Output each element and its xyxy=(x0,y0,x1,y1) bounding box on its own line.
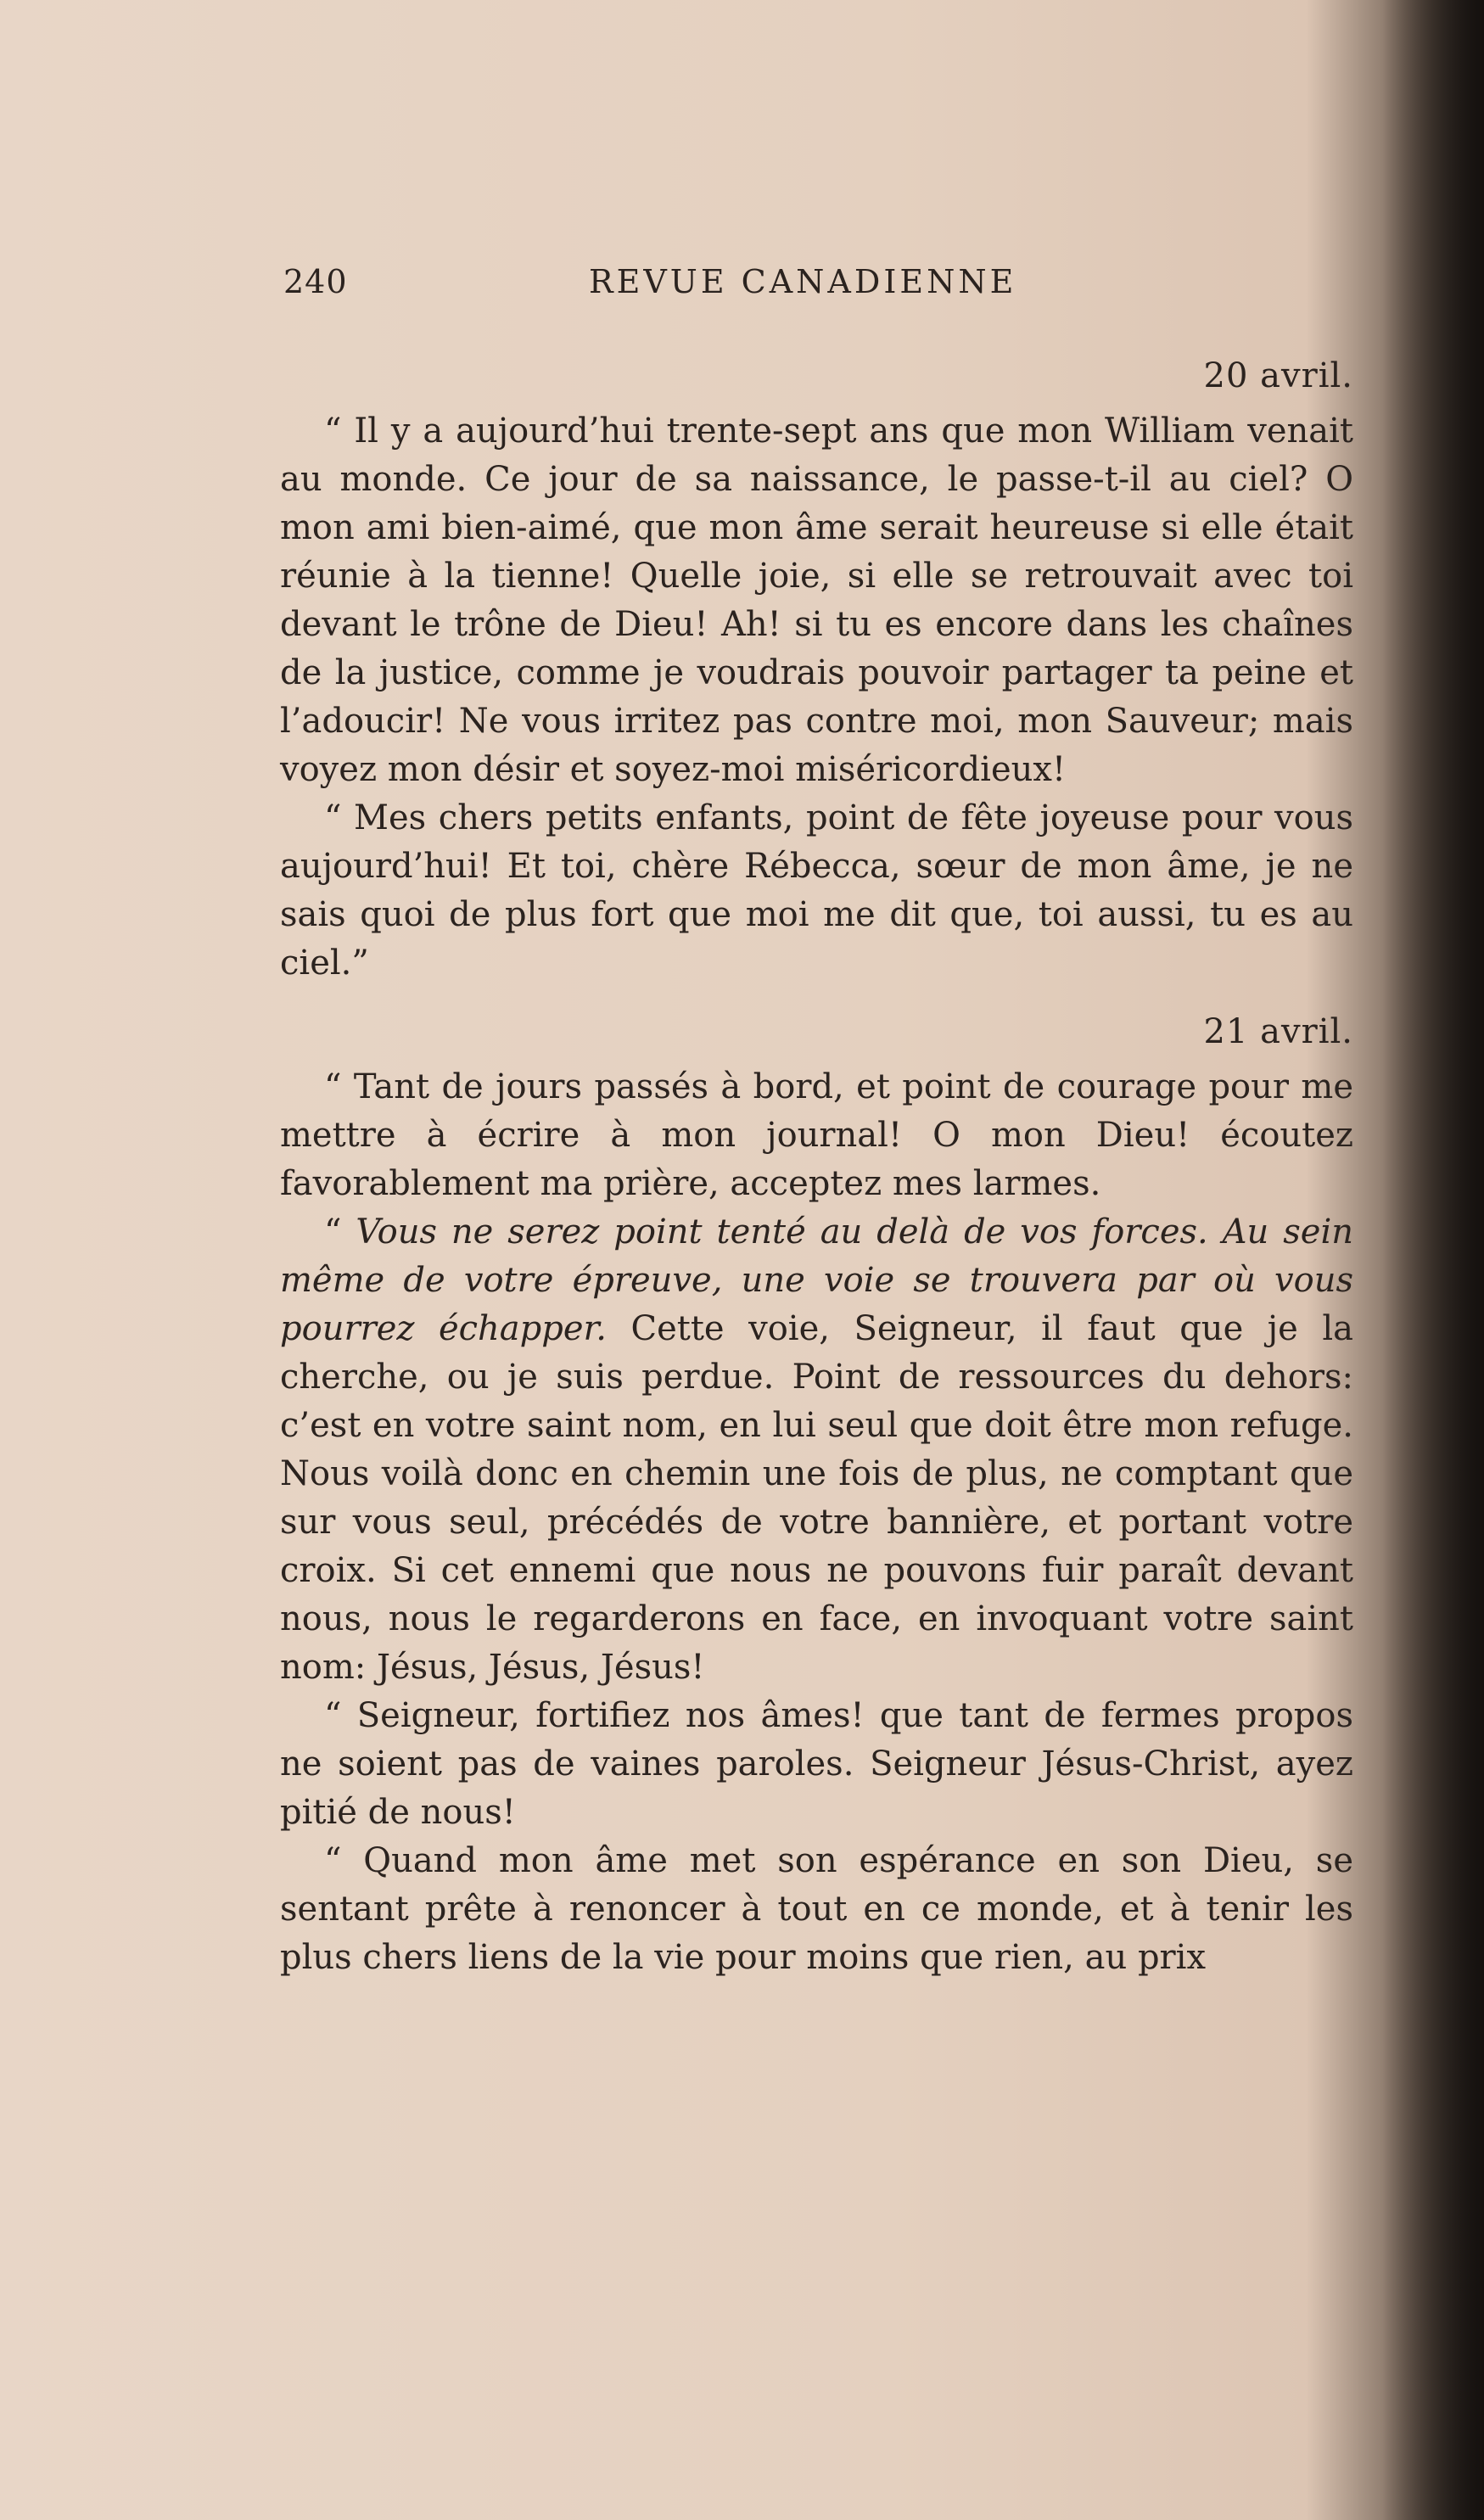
paragraph xyxy=(280,1208,1353,1692)
paragraph-continuation: Cette voie, Seigneur, il faut que je la cherche, ou je suis perdue. Point de ressources du dehors: c’est en votre saint nom, en lui seul que doit être mon refuge. Nous voilà donc en chemin une fois de plus, ne comptant que sur vous seul, précédés de votre bannière, et portant votre croix. Si cet ennemi que nous ne pouvons fuir paraît devant nous, nous le regarderons en face, en invoquant votre saint nom: Jésus, Jésus, Jésus! xyxy=(280,1309,1353,1687)
entry-date: 21 avril. xyxy=(1203,1012,1353,1051)
body-text xyxy=(280,352,1353,1982)
entry-date: 20 avril. xyxy=(1203,356,1353,395)
quote-mark: “ xyxy=(324,1212,356,1252)
page-number: 240 xyxy=(283,263,348,300)
italic-quotation: Vous ne serez point tenté au delà de vos forces. Au sein même de votre épreuve, une voie se trouvera par où vous pourrez échapper. xyxy=(280,1212,1353,1348)
paragraph: “ Seigneur, fortifiez nos âmes! que tant de fermes propos ne soient pas de vaines paroles. Seigneur Jésus-Christ, ayez pitié de nous! xyxy=(280,1696,1353,1832)
page-edge-shadow xyxy=(1382,0,1484,2520)
page-header xyxy=(283,255,1352,305)
paragraph: “ Quand mon âme met son espérance en son Dieu, se sentant prête à renoncer à tout en ce monde, et à tenir les plus chers liens de la vie pour moins que rien, au prix xyxy=(280,1841,1353,1977)
running-title: REVUE CANADIENNE xyxy=(589,263,1017,300)
paragraph: “ Mes chers petits enfants, point de fête joyeuse pour vous aujourd’hui! Et toi, chère Rébecca, sœur de mon âme, je ne sais quoi de plus fort que moi me dit que, toi aussi, tu es au ciel.” xyxy=(280,798,1353,983)
paragraph: “ Tant de jours passés à bord, et point de courage pour me mettre à écrire à mon journal! O mon Dieu! écoutez favorablement ma prière, acceptez mes larmes. xyxy=(280,1067,1353,1203)
paragraph: “ Il y a aujourd’hui trente-sept ans que mon William venait au monde. Ce jour de sa naissance, le passe-t-il au ciel? O mon ami bien-aimé, que mon âme serait heureuse si elle était réunie à la tienne! Quelle joie, si elle se retrouvait avec toi devant le trône de Dieu! Ah! si tu es encore dans les chaînes de la justice, comme je voudrais pouvoir partager ta peine et l’adoucir! Ne vous irritez pas contre moi, mon Sauveur; mais voyez mon désir et soyez-moi miséricordieux! xyxy=(280,412,1353,789)
